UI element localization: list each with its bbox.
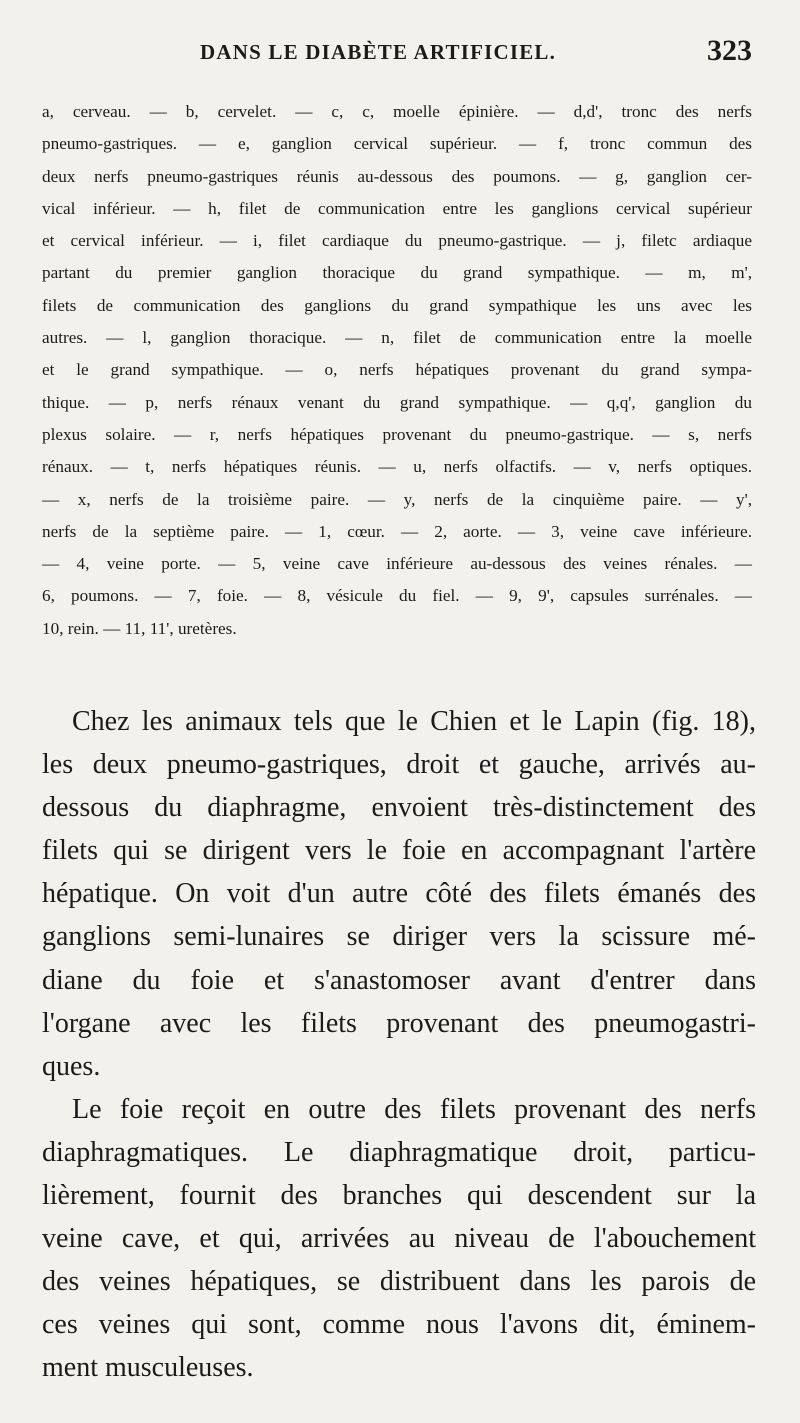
text-line: veine cave, et qui, arrivées au niveau de l'abouchement [42,1223,756,1255]
caption-line: pneumo-gastriques. — e, ganglion cervical supérieur. — f, tronc commun des [42,134,752,154]
text-line: diane du foie et s'anastomoser avant d'entrer dans [42,964,756,996]
text-line: ment musculeuses. [42,1352,254,1384]
running-title: DANS LE DIABÈTE ARTIFICIEL. [200,40,557,64]
text-line: ques. [42,1050,101,1082]
text-line: Le foie reçoit en outre des filets provenant des nerfs [72,1093,756,1125]
caption-line: a, cerveau. — b, cervelet. — c, c, moelle épinière. — d,d', tronc des nerfs [42,102,752,121]
caption-line: — 4, veine porte. — 5, veine cave inférieure au-dessous des veines rénales. — [42,554,752,574]
text-line: lièrement, fournit des branches qui descendent sur la [42,1180,756,1212]
text-line: ganglions semi-lunaires se diriger vers la scissure mé- [42,921,756,953]
caption-line: 10, rein. — 11, 11', uretères. [42,618,237,638]
caption-line: filets de communication des ganglions du grand sympathique les uns avec les [42,295,752,315]
text-line: des veines hépatiques, se distribuent dans les parois de [42,1266,756,1298]
text-line: ces veines qui sont, comme nous l'avons dit, éminem- [42,1309,756,1341]
caption-line: partant du premier ganglion thoracique du grand sympathique. — m, m', [42,263,752,283]
caption-line: plexus solaire. — r, nerfs hépatiques provenant du pneumo-gastrique. — s, nerfs [42,424,752,444]
text-line: les deux pneumo-gastriques, droit et gauche, arrivés au- [42,749,756,781]
text-line: Chez les animaux tels que le Chien et le Lapin (fig. 18), [72,706,756,737]
text-line: diaphragmatiques. Le diaphragmatique droit, particu- [42,1136,756,1168]
paragraph-2 [42,1088,756,1390]
caption-line: nerfs de la septième paire. — 1, cœur. — 2, aorte. — 3, veine cave inférieure. [42,521,752,541]
caption-line: autres. — l, ganglion thoracique. — n, filet de communication entre la moelle [42,328,752,348]
text-line: hépatique. On voit d'un autre côté des filets émanés des [42,878,756,910]
caption-line: et cervical inférieur. — i, filet cardiaque du pneumo-gastrique. — j, filetc ardiaque [42,231,752,251]
text-line: dessous du diaphragme, envoient très-distinctement des [42,792,756,824]
paragraph-1 [42,700,756,1088]
caption-line: vical inférieur. — h, filet de communication entre les ganglions cervical supérieur [42,198,752,218]
text-line: l'organe avec les filets provenant des pneumogastri- [42,1007,756,1039]
caption-line: thique. — p, nerfs rénaux venant du grand sympathique. — q,q', ganglion du [42,392,752,412]
caption-line: — x, nerfs de la troisième paire. — y, nerfs de la cinquième paire. — y', [42,489,752,509]
caption-line: rénaux. — t, nerfs hépatiques réunis. — u, nerfs olfactifs. — v, nerfs optiques. [42,457,752,477]
page-header [40,34,752,78]
body-text [42,700,756,1390]
text-line: filets qui se dirigent vers le foie en accompagnant l'artère [42,835,756,867]
caption-line: deux nerfs pneumo-gastriques réunis au-dessous des poumons. — g, ganglion cer- [42,166,752,186]
caption-line: 6, poumons. — 7, foie. — 8, vésicule du fiel. — 9, 9', capsules surrénales. — [42,586,752,606]
figure-caption [42,96,752,645]
page-number: 323 [707,34,752,67]
caption-line: et le grand sympathique. — o, nerfs hépatiques provenant du grand sympa- [42,360,752,380]
